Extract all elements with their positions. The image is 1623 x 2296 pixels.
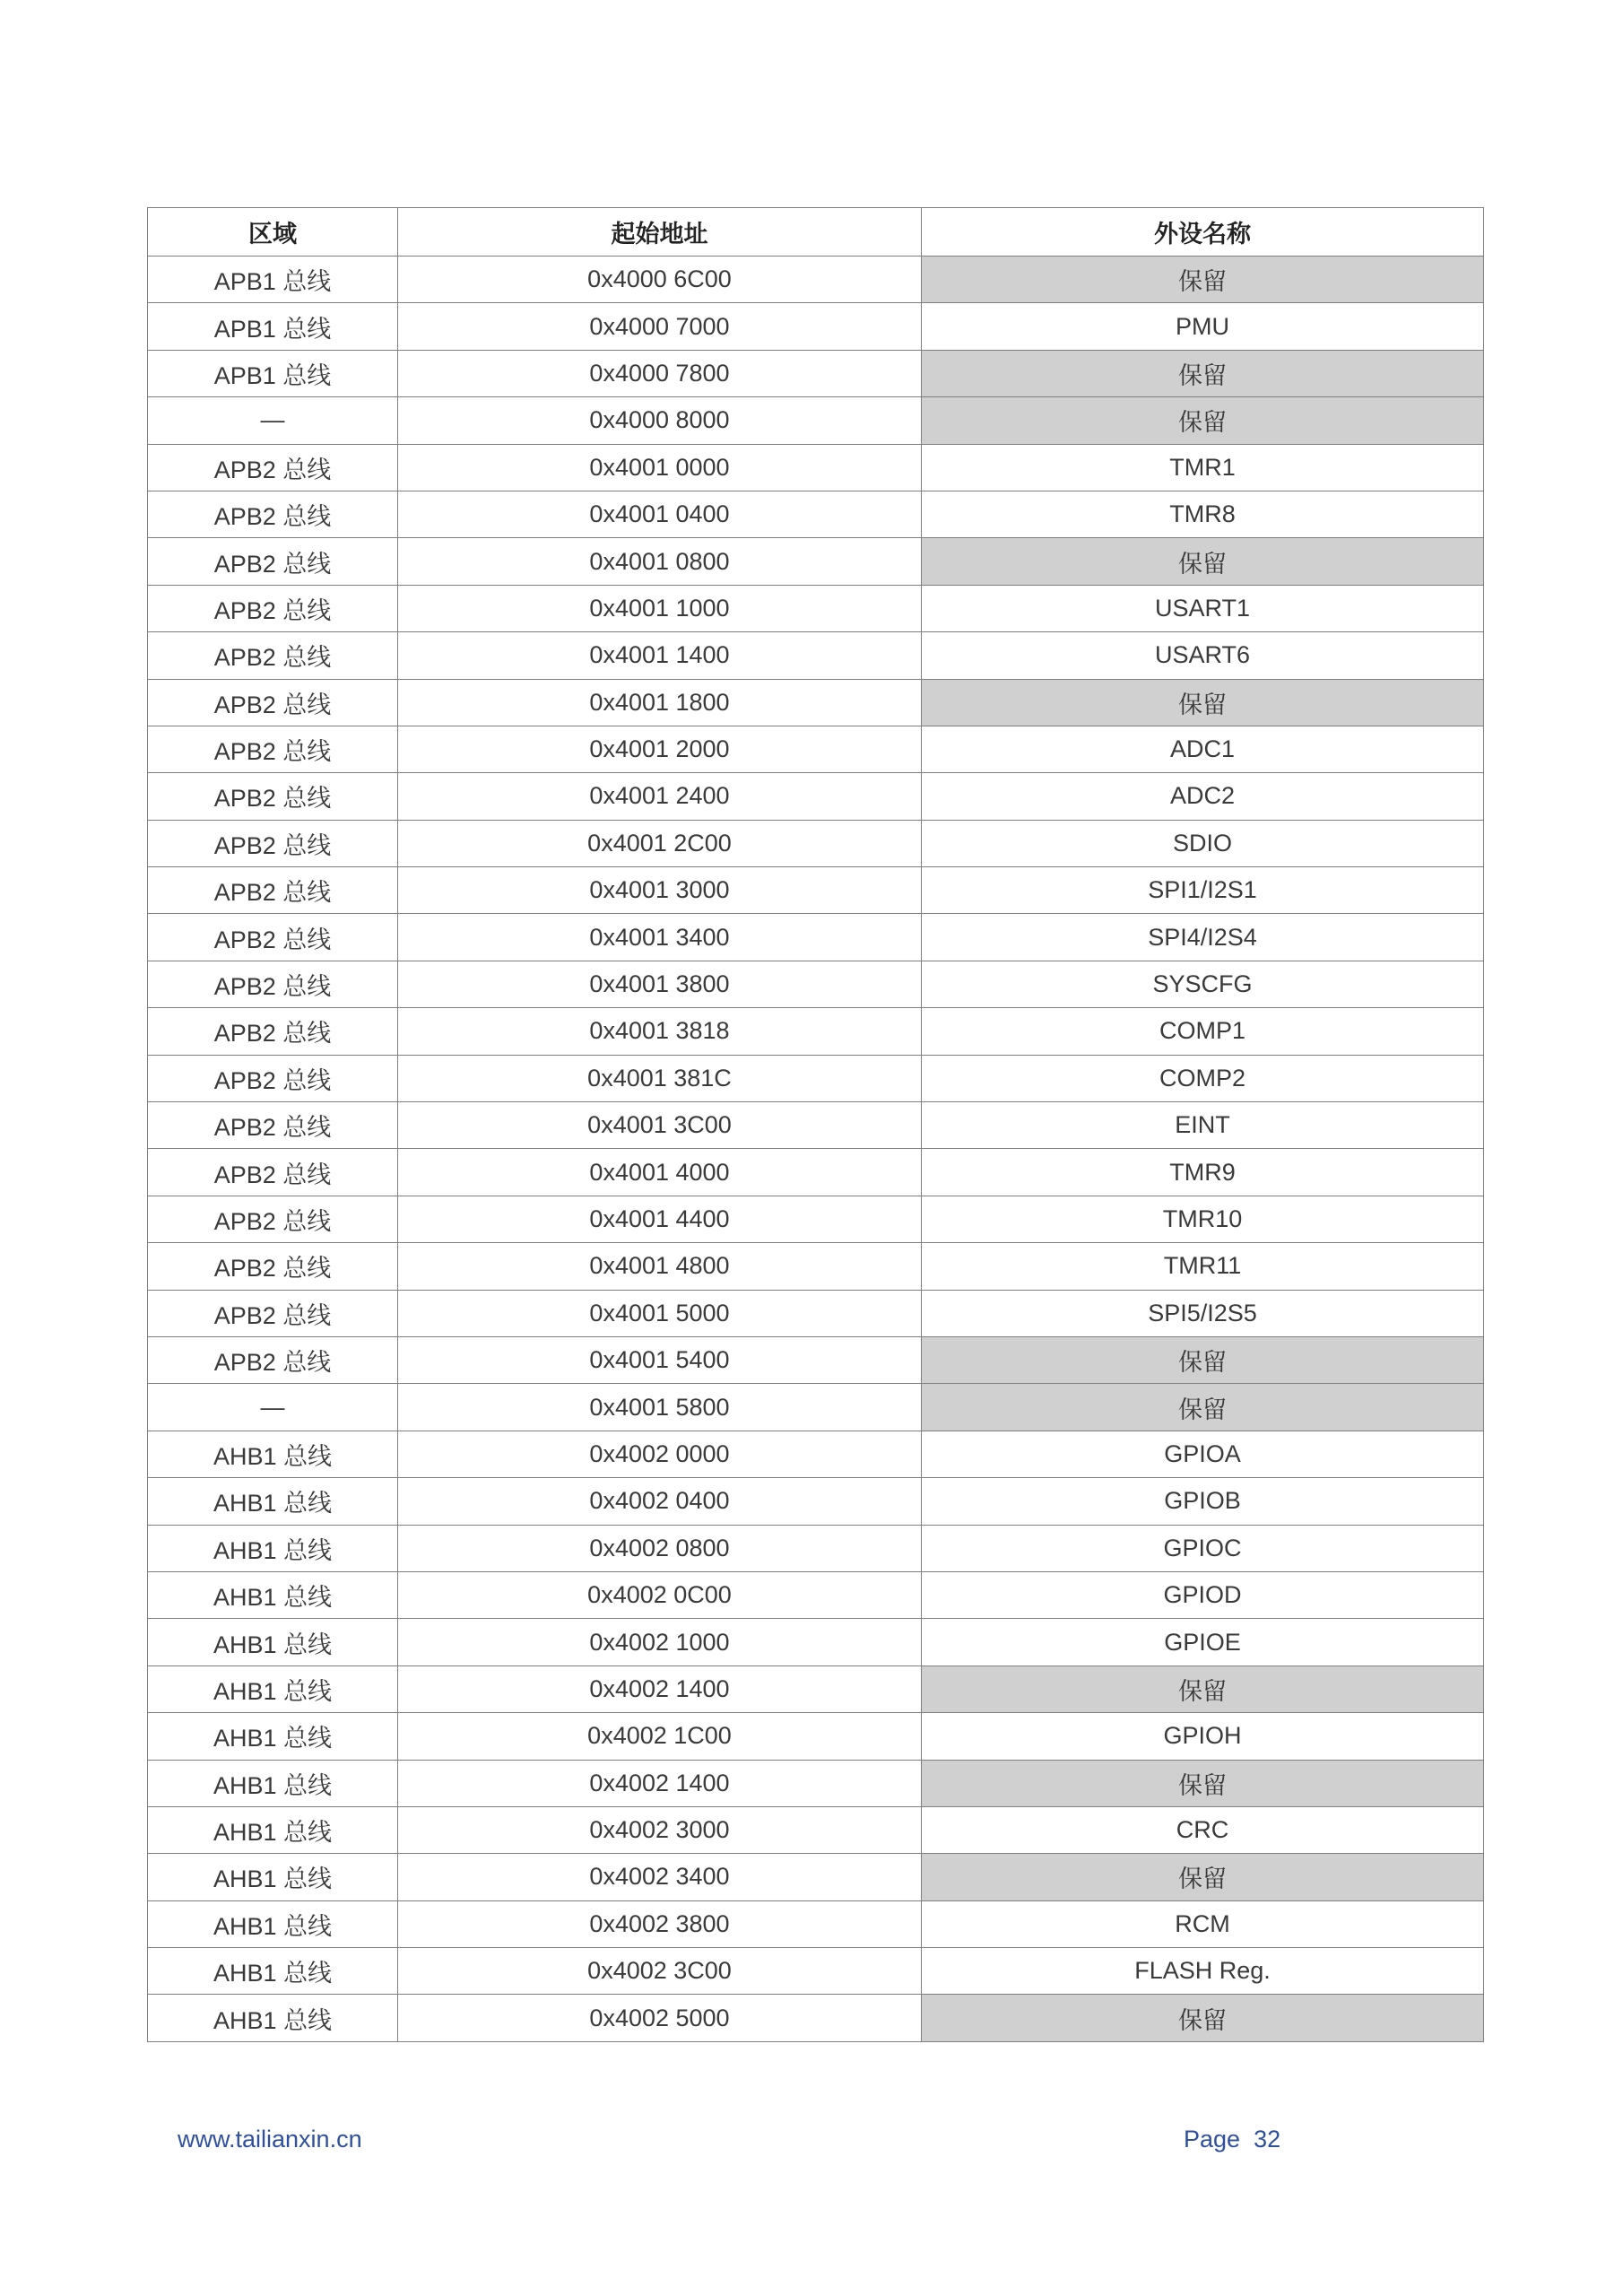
peripheral-name-cell: SPI5/I2S5: [922, 1290, 1484, 1336]
table-row: [148, 1478, 1484, 1525]
start-address-cell: 0x4000 8000: [398, 397, 922, 444]
region-cell: APB2 总线: [148, 1102, 398, 1149]
start-address-cell: 0x4002 0000: [398, 1431, 922, 1477]
peripheral-name-cell: GPIOD: [922, 1571, 1484, 1618]
region-cell: APB2 总线: [148, 914, 398, 961]
region-cell: AHB1 总线: [148, 1854, 398, 1900]
header-start-address: 起始地址: [398, 208, 922, 257]
region-cell: AHB1 总线: [148, 1431, 398, 1477]
table-row: [148, 679, 1484, 726]
start-address-cell: 0x4000 7800: [398, 350, 922, 396]
peripheral-name-cell: 保留: [922, 397, 1484, 444]
region-cell: AHB1 总线: [148, 1760, 398, 1806]
start-address-cell: 0x4002 0800: [398, 1525, 922, 1571]
peripheral-name-cell: ADC2: [922, 773, 1484, 820]
footer-page-indicator: [1184, 2126, 1280, 2153]
start-address-cell: 0x4001 0000: [398, 444, 922, 491]
peripheral-name-cell: 保留: [922, 1760, 1484, 1806]
start-address-cell: 0x4001 4400: [398, 1196, 922, 1242]
start-address-cell: 0x4001 3400: [398, 914, 922, 961]
table-row: [148, 726, 1484, 772]
table-row: [148, 1384, 1484, 1431]
region-cell: APB2 总线: [148, 961, 398, 1007]
table-body: [148, 257, 1484, 2042]
table-row: [148, 1995, 1484, 2041]
start-address-cell: 0x4002 1400: [398, 1665, 922, 1712]
start-address-cell: 0x4001 5000: [398, 1290, 922, 1336]
region-cell: APB2 总线: [148, 1196, 398, 1242]
peripheral-name-cell: SPI4/I2S4: [922, 914, 1484, 961]
region-cell: APB2 总线: [148, 867, 398, 914]
peripheral-name-cell: COMP2: [922, 1055, 1484, 1101]
region-cell: APB2 总线: [148, 679, 398, 726]
region-cell: AHB1 总线: [148, 1619, 398, 1665]
peripheral-name-cell: PMU: [922, 303, 1484, 350]
start-address-cell: 0x4001 5400: [398, 1336, 922, 1383]
footer-page-number: 32: [1254, 2126, 1281, 2152]
table-row: [148, 1008, 1484, 1055]
peripheral-name-cell: TMR8: [922, 491, 1484, 537]
peripheral-name-cell: TMR1: [922, 444, 1484, 491]
table-row: [148, 1525, 1484, 1571]
start-address-cell: 0x4001 4000: [398, 1149, 922, 1196]
start-address-cell: 0x4001 4800: [398, 1243, 922, 1290]
peripheral-name-cell: COMP1: [922, 1008, 1484, 1055]
region-cell: AHB1 总线: [148, 1478, 398, 1525]
peripheral-name-cell: ADC1: [922, 726, 1484, 772]
start-address-cell: 0x4002 0C00: [398, 1571, 922, 1618]
table-row: [148, 1619, 1484, 1665]
region-cell: AHB1 总线: [148, 1900, 398, 1947]
table-header-row: [148, 208, 1484, 257]
table-row: [148, 303, 1484, 350]
start-address-cell: 0x4001 3800: [398, 961, 922, 1007]
peripheral-name-cell: 保留: [922, 679, 1484, 726]
peripheral-name-cell: TMR9: [922, 1149, 1484, 1196]
peripheral-name-cell: USART6: [922, 632, 1484, 679]
peripheral-name-cell: SYSCFG: [922, 961, 1484, 1007]
peripheral-name-cell: 保留: [922, 1995, 1484, 2041]
start-address-cell: 0x4001 2C00: [398, 820, 922, 866]
region-cell: APB2 总线: [148, 538, 398, 585]
peripheral-name-cell: GPIOA: [922, 1431, 1484, 1477]
region-cell: APB2 总线: [148, 1290, 398, 1336]
start-address-cell: 0x4000 6C00: [398, 257, 922, 303]
region-cell: AHB1 总线: [148, 1525, 398, 1571]
start-address-cell: 0x4002 3000: [398, 1806, 922, 1853]
footer-page-label: Page: [1184, 2126, 1241, 2152]
table-row: [148, 1149, 1484, 1196]
peripheral-name-cell: RCM: [922, 1900, 1484, 1947]
start-address-cell: 0x4002 3400: [398, 1854, 922, 1900]
table-row: [148, 538, 1484, 585]
peripheral-name-cell: CRC: [922, 1806, 1484, 1853]
region-cell: AHB1 总线: [148, 1948, 398, 1995]
peripheral-name-cell: 保留: [922, 538, 1484, 585]
start-address-cell: 0x4002 0400: [398, 1478, 922, 1525]
start-address-cell: 0x4001 3C00: [398, 1102, 922, 1149]
region-cell: AHB1 总线: [148, 1665, 398, 1712]
start-address-cell: 0x4001 0400: [398, 491, 922, 537]
region-cell: AHB1 总线: [148, 1571, 398, 1618]
start-address-cell: 0x4002 1000: [398, 1619, 922, 1665]
header-region: 区域: [148, 208, 398, 257]
region-cell: APB2 总线: [148, 1336, 398, 1383]
region-cell: APB2 总线: [148, 1055, 398, 1101]
table-row: [148, 820, 1484, 866]
table-row: [148, 961, 1484, 1007]
header-peripheral-name: 外设名称: [922, 208, 1484, 257]
table-row: [148, 1243, 1484, 1290]
peripheral-name-cell: TMR11: [922, 1243, 1484, 1290]
table-row: [148, 773, 1484, 820]
region-cell: —: [148, 397, 398, 444]
region-cell: APB2 总线: [148, 773, 398, 820]
start-address-cell: 0x4001 3818: [398, 1008, 922, 1055]
table-row: [148, 397, 1484, 444]
start-address-cell: 0x4002 5000: [398, 1995, 922, 2041]
region-cell: AHB1 总线: [148, 1995, 398, 2041]
start-address-cell: 0x4001 1400: [398, 632, 922, 679]
region-cell: APB2 总线: [148, 444, 398, 491]
start-address-cell: 0x4001 5800: [398, 1384, 922, 1431]
start-address-cell: 0x4001 1800: [398, 679, 922, 726]
table-row: [148, 1290, 1484, 1336]
region-cell: APB2 总线: [148, 585, 398, 631]
table-row: [148, 1948, 1484, 1995]
table-row: [148, 1102, 1484, 1149]
table-row: [148, 1196, 1484, 1242]
footer-website-url[interactable]: www.tailianxin.cn: [178, 2126, 362, 2152]
start-address-cell: 0x4002 3C00: [398, 1948, 922, 1995]
start-address-cell: 0x4001 381C: [398, 1055, 922, 1101]
table-row: [148, 585, 1484, 631]
table-row: [148, 1336, 1484, 1383]
table-row: [148, 1055, 1484, 1101]
start-address-cell: 0x4001 1000: [398, 585, 922, 631]
peripheral-name-cell: GPIOB: [922, 1478, 1484, 1525]
start-address-cell: 0x4001 2400: [398, 773, 922, 820]
table-row: [148, 257, 1484, 303]
region-cell: APB2 总线: [148, 820, 398, 866]
start-address-cell: 0x4001 0800: [398, 538, 922, 585]
region-cell: APB1 总线: [148, 303, 398, 350]
region-cell: APB1 总线: [148, 257, 398, 303]
peripheral-name-cell: 保留: [922, 257, 1484, 303]
region-cell: AHB1 总线: [148, 1713, 398, 1760]
peripheral-name-cell: 保留: [922, 1384, 1484, 1431]
region-cell: APB2 总线: [148, 632, 398, 679]
peripheral-name-cell: SPI1/I2S1: [922, 867, 1484, 914]
table-row: [148, 632, 1484, 679]
peripheral-name-cell: 保留: [922, 1336, 1484, 1383]
start-address-cell: 0x4001 2000: [398, 726, 922, 772]
memory-map-table: [147, 207, 1484, 2042]
table-row: [148, 1571, 1484, 1618]
start-address-cell: 0x4002 1400: [398, 1760, 922, 1806]
table-row: [148, 914, 1484, 961]
table-row: [148, 444, 1484, 491]
peripheral-name-cell: SDIO: [922, 820, 1484, 866]
region-cell: APB2 总线: [148, 726, 398, 772]
peripheral-name-cell: TMR10: [922, 1196, 1484, 1242]
table-row: [148, 1900, 1484, 1947]
peripheral-name-cell: 保留: [922, 350, 1484, 396]
peripheral-name-cell: 保留: [922, 1854, 1484, 1900]
table-row: [148, 1854, 1484, 1900]
region-cell: —: [148, 1384, 398, 1431]
table-row: [148, 1431, 1484, 1477]
start-address-cell: 0x4000 7000: [398, 303, 922, 350]
peripheral-name-cell: GPIOC: [922, 1525, 1484, 1571]
table-row: [148, 1665, 1484, 1712]
region-cell: APB2 总线: [148, 1149, 398, 1196]
peripheral-name-cell: EINT: [922, 1102, 1484, 1149]
table-row: [148, 350, 1484, 396]
peripheral-name-cell: USART1: [922, 585, 1484, 631]
start-address-cell: 0x4002 3800: [398, 1900, 922, 1947]
region-cell: APB1 总线: [148, 350, 398, 396]
region-cell: APB2 总线: [148, 1008, 398, 1055]
start-address-cell: 0x4002 1C00: [398, 1713, 922, 1760]
peripheral-name-cell: GPIOE: [922, 1619, 1484, 1665]
peripheral-name-cell: 保留: [922, 1665, 1484, 1712]
region-cell: AHB1 总线: [148, 1806, 398, 1853]
region-cell: APB2 总线: [148, 491, 398, 537]
start-address-cell: 0x4001 3000: [398, 867, 922, 914]
table-row: [148, 867, 1484, 914]
region-cell: APB2 总线: [148, 1243, 398, 1290]
table-row: [148, 1713, 1484, 1760]
table-row: [148, 491, 1484, 537]
peripheral-name-cell: GPIOH: [922, 1713, 1484, 1760]
peripheral-name-cell: FLASH Reg.: [922, 1948, 1484, 1995]
table-row: [148, 1760, 1484, 1806]
table-row: [148, 1806, 1484, 1853]
